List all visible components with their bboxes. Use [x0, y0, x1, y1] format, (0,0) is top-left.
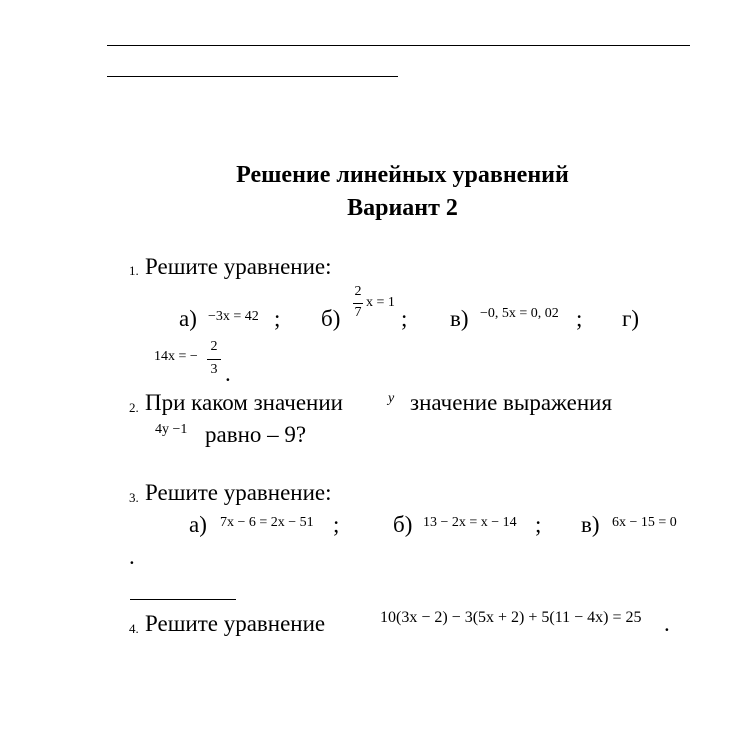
task-3-item-a-sep: ;	[333, 512, 340, 537]
task-1-item-d-label: г)	[622, 306, 640, 331]
task-2-variable: y	[388, 391, 395, 406]
task-2-prompt-a: При каком значении	[145, 390, 343, 415]
task-1-number: 1.	[129, 263, 139, 278]
task-3-item-b-expr: 13 − 2x = x − 14	[423, 515, 517, 530]
task-1-item-b-denominator: 7	[354, 305, 362, 320]
task-4-number: 4.	[129, 621, 139, 636]
task-1-item-d-numerator: 2	[210, 339, 218, 354]
task-1-item-a-expr: −3x = 42	[208, 309, 259, 324]
task-2-expression: 4y −1	[155, 422, 188, 437]
task-1-item-a-label: а)	[179, 306, 197, 331]
task-2-prompt-b: значение выражения	[410, 390, 613, 415]
task-3-item-c-expr: 6x − 15 = 0	[612, 515, 677, 530]
task-4-prompt: Решите уравнение	[145, 611, 326, 636]
task-1-item-b-label: б)	[321, 306, 341, 331]
task-1-item-b-numerator: 2	[354, 284, 362, 299]
task-1-item-d-sep: .	[225, 361, 231, 386]
task-1-item-d-fraction-bar	[207, 359, 221, 360]
task-3-item-c-sep: .	[129, 544, 135, 569]
name-blank-line-2	[107, 76, 398, 77]
task-2-prompt-c: равно – 9?	[205, 422, 307, 447]
task-3-number: 3.	[129, 490, 139, 505]
task-4-sep: .	[664, 611, 670, 636]
name-blank-line-1	[107, 45, 690, 46]
task-3-item-a-expr: 7x − 6 = 2x − 51	[220, 515, 314, 530]
task-3-item-b-sep: ;	[535, 512, 542, 537]
task-3-item-b-label: б)	[393, 512, 413, 537]
task-1-item-d-expr-lhs: 14x = −	[154, 349, 198, 364]
task-3-blank-line	[130, 599, 236, 600]
task-4-expression: 10(3x − 2) − 3(5x + 2) + 5(11 − 4x) = 25	[380, 609, 642, 626]
page-title: Решение линейных уравнений	[236, 162, 569, 188]
page-subtitle: Вариант 2	[347, 195, 458, 221]
task-1-item-c-label: в)	[450, 306, 469, 331]
task-1-item-b-expr-rest: x = 1	[366, 295, 395, 310]
task-1-item-b-sep: ;	[401, 306, 408, 331]
task-1-prompt: Решите уравнение:	[145, 254, 332, 279]
task-2-number: 2.	[129, 400, 139, 415]
task-1-item-c-expr: −0, 5x = 0, 02	[480, 306, 559, 321]
task-3-item-c-label: в)	[581, 512, 600, 537]
task-3-prompt: Решите уравнение:	[145, 480, 332, 505]
task-1-item-c-sep: ;	[576, 306, 583, 331]
task-1-item-d-denominator: 3	[210, 362, 218, 377]
task-3-item-a-label: а)	[189, 512, 207, 537]
task-1-item-a-sep: ;	[274, 306, 281, 331]
task-1-item-b-fraction-bar	[353, 303, 363, 304]
